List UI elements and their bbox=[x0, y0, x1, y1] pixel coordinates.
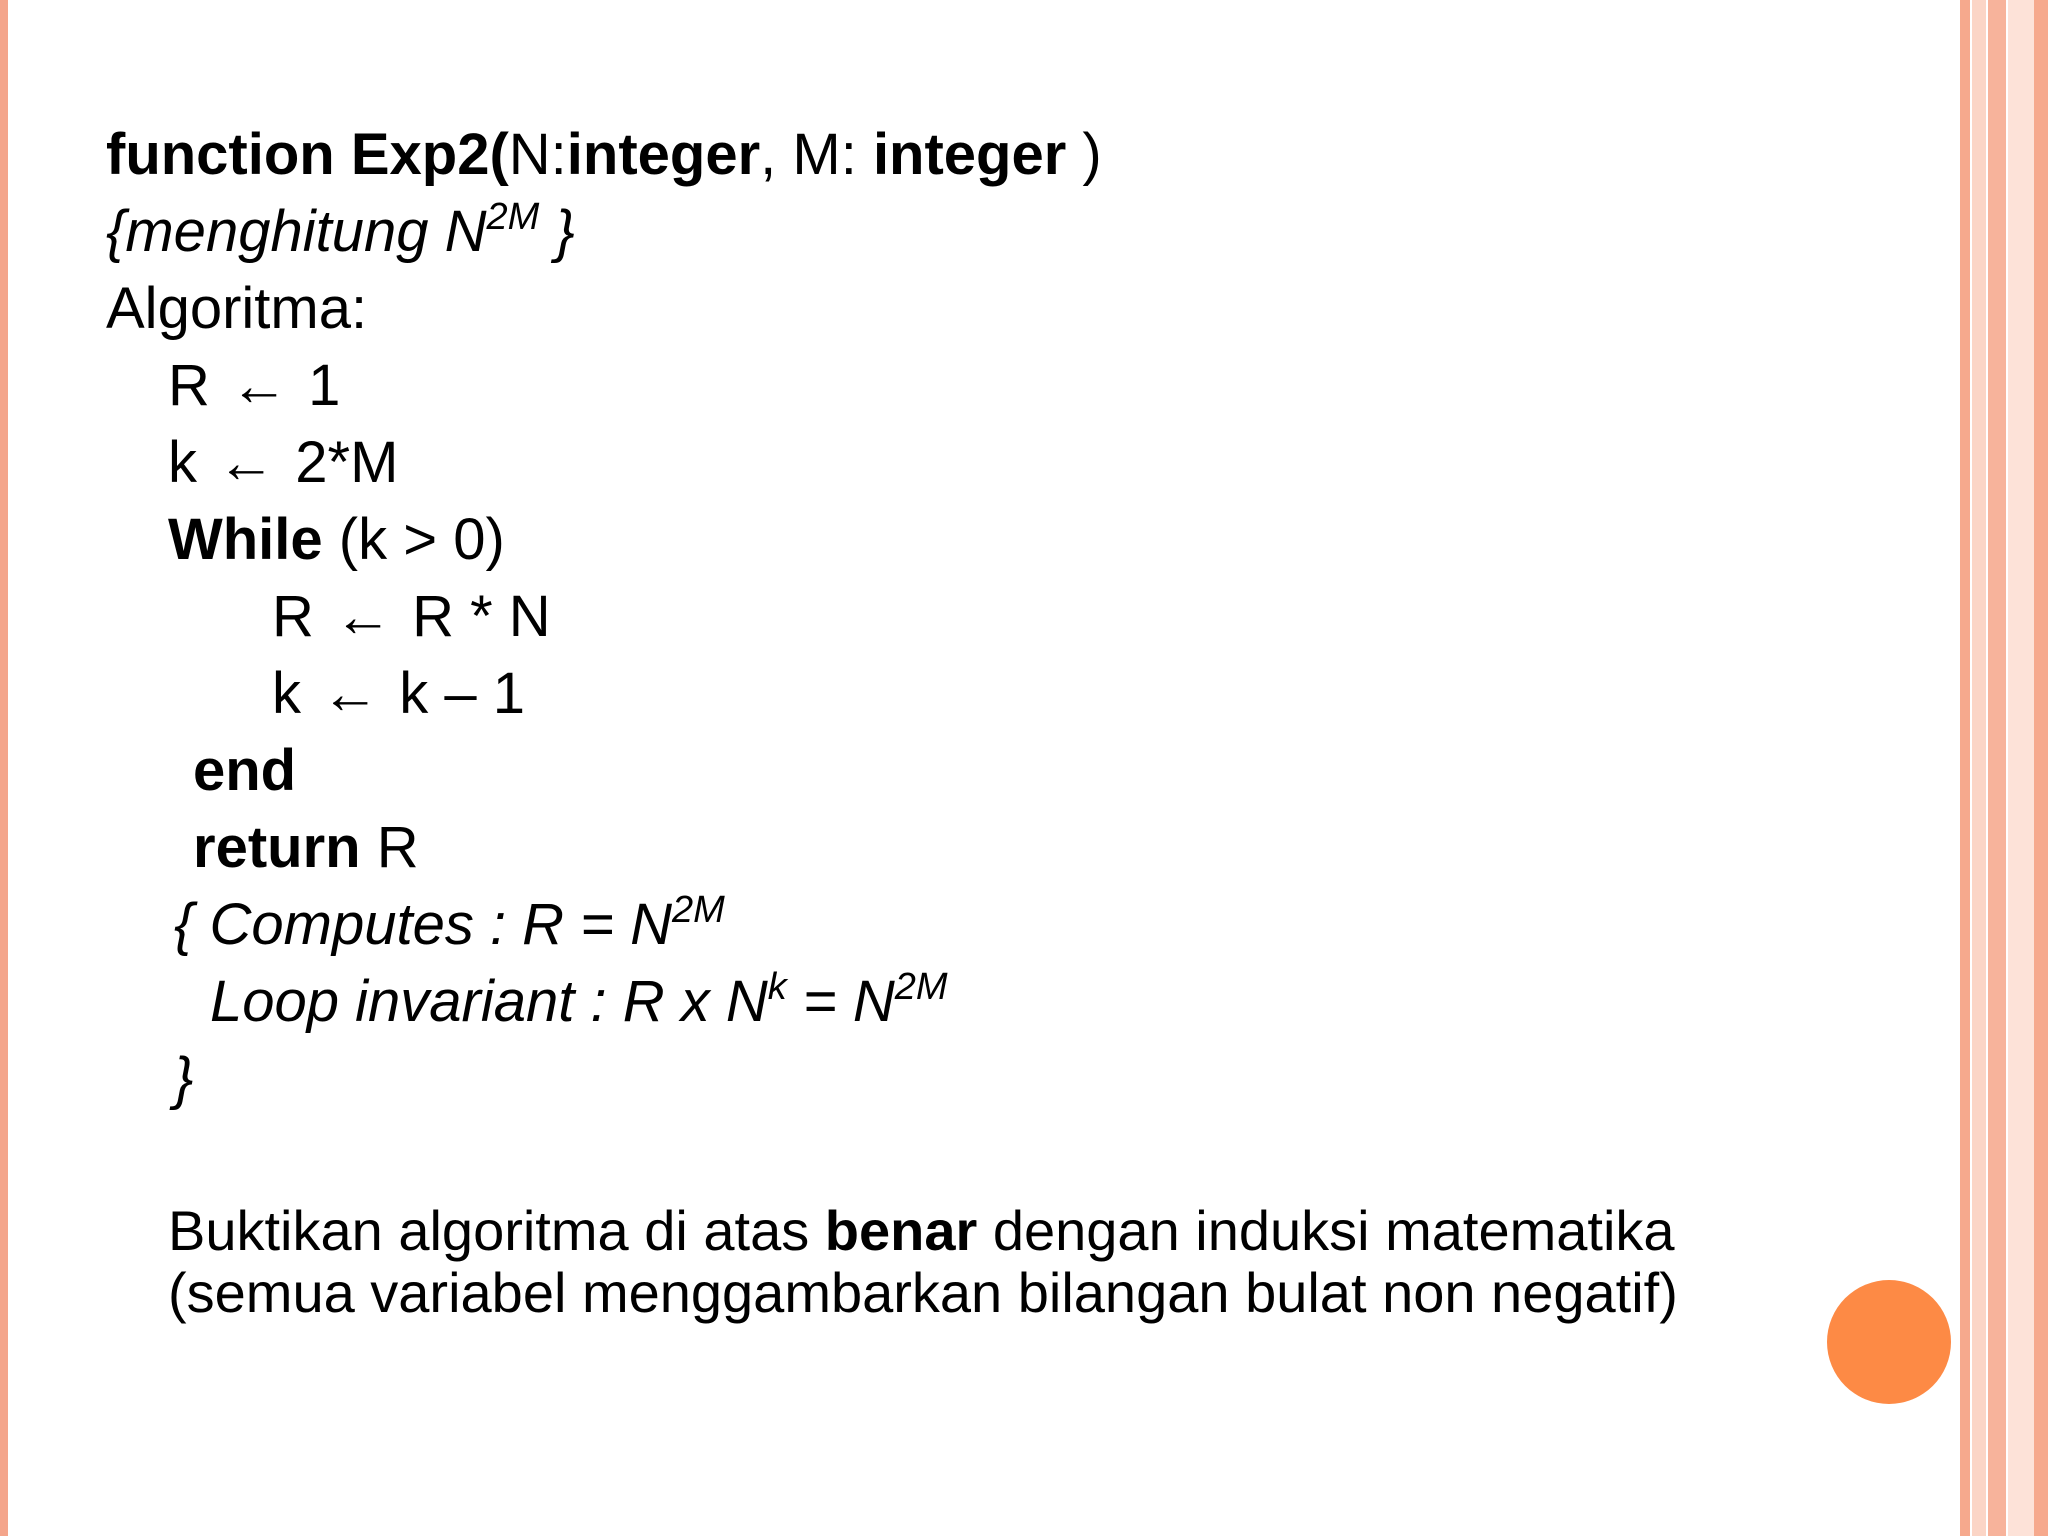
while-keyword: While bbox=[168, 507, 323, 572]
param-separator: , M: bbox=[760, 122, 873, 187]
type-integer: integer bbox=[872, 122, 1067, 187]
algoritma-label: Algoritma: bbox=[106, 276, 368, 341]
code-line-return bbox=[193, 813, 419, 883]
code-line-computes bbox=[174, 890, 725, 960]
instruction-paragraph bbox=[168, 1200, 1888, 1324]
instruction-bold: benar bbox=[824, 1199, 978, 1262]
var-r: R bbox=[272, 584, 330, 649]
close-paren: ) bbox=[1066, 122, 1102, 187]
stripe bbox=[2008, 0, 2034, 1536]
expression: k – 1 bbox=[383, 661, 525, 726]
stripe bbox=[1972, 0, 1986, 1536]
var-r: R bbox=[168, 353, 226, 418]
code-line-while bbox=[168, 505, 505, 575]
param-n: N: bbox=[508, 122, 567, 187]
superscript: 2M bbox=[894, 966, 948, 1008]
left-arrow-icon: ← bbox=[230, 353, 288, 418]
function-keyword: function Exp2( bbox=[106, 122, 509, 187]
right-decorative-stripes bbox=[1960, 0, 2048, 1536]
return-value: R bbox=[360, 815, 419, 880]
instruction-line-2: (semua variabel menggambarkan bilangan bulat non negatif) bbox=[168, 1261, 1678, 1324]
left-arrow-icon: ← bbox=[334, 584, 392, 649]
superscript: 2M bbox=[672, 889, 725, 931]
invariant-text: = N bbox=[786, 969, 895, 1034]
stripe bbox=[1988, 0, 2006, 1536]
value: 2*M bbox=[279, 430, 399, 495]
superscript: k bbox=[767, 966, 787, 1008]
code-line-update-r bbox=[272, 582, 551, 652]
close-brace: } bbox=[174, 1046, 194, 1111]
code-line-assign-k bbox=[168, 428, 398, 498]
left-arrow-icon: ← bbox=[321, 661, 380, 726]
value: 1 bbox=[292, 353, 341, 418]
stripe bbox=[2034, 0, 2048, 1536]
var-k: k bbox=[272, 661, 318, 726]
expression: R * N bbox=[396, 584, 551, 649]
end-keyword: end bbox=[193, 738, 297, 803]
code-line-assign-r bbox=[168, 351, 340, 421]
code-line-update-k bbox=[272, 659, 525, 729]
instruction-line-1 bbox=[168, 1200, 1888, 1262]
orange-circle-decoration bbox=[1827, 1280, 1951, 1404]
instruction-text: dengan induksi matematika bbox=[977, 1199, 1675, 1262]
invariant-text: Loop invariant : R x N bbox=[210, 969, 768, 1034]
type-integer: integer bbox=[566, 122, 761, 187]
stripe bbox=[1960, 0, 1970, 1536]
code-line-signature bbox=[106, 120, 1102, 190]
code-line-end bbox=[193, 736, 296, 806]
var-k: k bbox=[168, 430, 214, 495]
code-line-invariant bbox=[210, 967, 948, 1037]
computes-text: { Computes : R = N bbox=[174, 892, 673, 957]
comment-close: } bbox=[539, 199, 575, 264]
code-line-algoritma bbox=[106, 274, 367, 344]
code-line-comment bbox=[106, 197, 575, 267]
comment-text: {menghitung N bbox=[106, 199, 487, 264]
code-line-close-brace bbox=[174, 1044, 193, 1114]
superscript: 2M bbox=[486, 196, 540, 238]
left-arrow-icon: ← bbox=[217, 430, 276, 495]
instruction-text: Buktikan algoritma di atas bbox=[168, 1199, 825, 1262]
while-condition: (k > 0) bbox=[322, 507, 505, 572]
return-keyword: return bbox=[193, 815, 361, 880]
